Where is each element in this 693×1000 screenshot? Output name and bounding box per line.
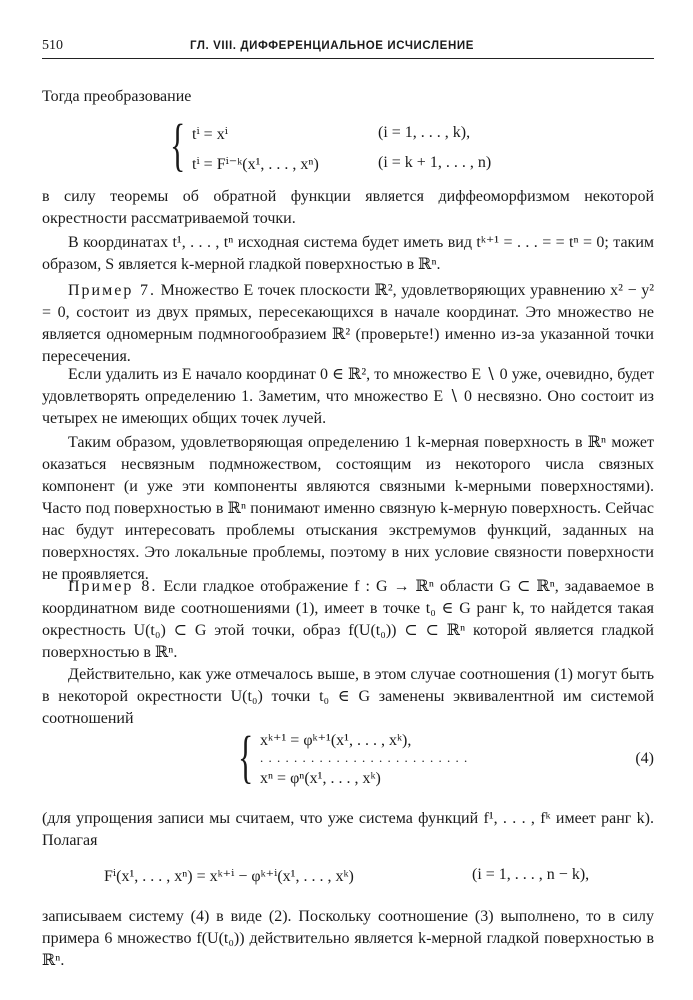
equation-F-formula: Fⁱ(x¹, . . . , xⁿ) = xᵏ⁺ⁱ − φᵏ⁺ⁱ(x¹, . . . , xᵏ) (104, 868, 354, 885)
page-header (42, 36, 654, 60)
system-4-row-1: xᵏ⁺¹ = φᵏ⁺¹(x¹, . . . , xᵏ), (260, 732, 412, 749)
example-8 (42, 576, 654, 664)
paragraph-diffeo: в силу теоремы об обратной функции является диффеоморфизмом некоторой окрестности рассматриваемой точки. (42, 188, 654, 227)
example-7-label: Пример 7. (68, 282, 156, 299)
system-4 (238, 726, 654, 798)
paragraph-coordinates: В координатах t¹, . . . , tⁿ исходная система будет иметь вид tᵏ⁺¹ = . . . = = tⁿ = 0; таким образом, S является k-мерной гладкой поверхностью в ℝⁿ. (42, 234, 654, 273)
example-7 (42, 280, 654, 368)
equation-F-range: (i = 1, . . . , n − k), (472, 866, 590, 883)
paragraph-indeed: Действительно, как уже отмечалось выше, в этом случае соотношения (1) могут быть в некоторой окрестности U(t₀) точки t₀ ∈ G заменены эквивалентной им системой соотношений (42, 666, 654, 727)
system-1-row-1-cond: (i = 1, . . . , k), (378, 124, 471, 141)
example-7-text: Множество E точек плоскости ℝ², удовлетворяющих уравнению x² − y² = 0, состоит из двух прямых, пересекающихся в начале координат. Это множество не является одномерным подмногообразием ℝ² (проверьте!) именно из-за указанной точки пересечения. (42, 282, 655, 365)
equation-number-4: (4) (635, 750, 654, 767)
paragraph-connectedness: Таким образом, удовлетворяющая определению 1 k-мерная поверхность в ℝⁿ может оказаться несвязным подмножеством, состоящим из некоторого числа связных компонент (и уже эти компоненты являются связными k-мерными поверхностями). Часто под поверхностью в ℝⁿ понимают именно связную k-мерную поверхность. Сейчас нас будут интересовать проблемы отыскания экстремумов функций, заданных на поверхностях. Это локальные проблемы, поэтому в них условие связности поверхности не проявляется. (42, 434, 654, 583)
system-4-row-3: xⁿ = φⁿ(x¹, . . . , xᵏ) (260, 770, 381, 787)
example-8-text: Если гладкое отображение f : G → ℝⁿ области G ⊂ ℝⁿ, задаваемое в координатном виде соотношениями (1), имеет в точке t₀ ∈ G ранг k, то найдется такая окрестность U(t₀) ⊂ G этой точки, образ f(U(t₀)) ⊂ ⊂ ℝⁿ которой является гладкой поверхностью в ℝⁿ. (42, 578, 655, 661)
example-8-label: Пример 8. (68, 578, 158, 595)
equation-F (104, 866, 654, 890)
system-1-row-2-cond: (i = k + 1, . . . , n) (378, 154, 492, 171)
header-rule (42, 58, 654, 59)
system-4-dots: . . . . . . . . . . . . . . . . . . . . . . . . . (260, 750, 469, 765)
paragraph-simplify: (для упрощения записи мы считаем, что уже система функций f¹, . . . , fᵏ имеет ранг k). Полагая (42, 810, 654, 849)
page-number: 510 (42, 38, 63, 53)
paragraph-intro: Тогда преобразование (42, 88, 192, 105)
paragraph-conclusion: записываем систему (4) в виде (2). Поскольку соотношение (3) выполнено, то в силу примера 6 множество f(U(t₀)) действительно является k-мерной гладкой поверхностью в ℝⁿ. (42, 908, 654, 969)
left-brace-4: { (238, 724, 254, 789)
paragraph-remove-origin: Если удалить из E начало координат 0 ∈ ℝ², то множество E ∖ 0 уже, очевидно, будет удовлетворять определению 1. Заметим, что множество E ∖ 0 несвязно. Оно состоит из четырех не имеющих общих точек лучей. (42, 366, 654, 427)
system-1-row-1: tⁱ = xⁱ (192, 126, 228, 143)
system-1-row-2: tⁱ = Fⁱ⁻ᵏ(x¹, . . . , xⁿ) (192, 156, 319, 173)
left-brace: { (170, 112, 186, 177)
system-1 (170, 112, 570, 182)
running-head: ГЛ. VIII. ДИФФЕРЕНЦИАЛЬНОЕ ИСЧИСЛЕНИЕ (190, 40, 474, 52)
